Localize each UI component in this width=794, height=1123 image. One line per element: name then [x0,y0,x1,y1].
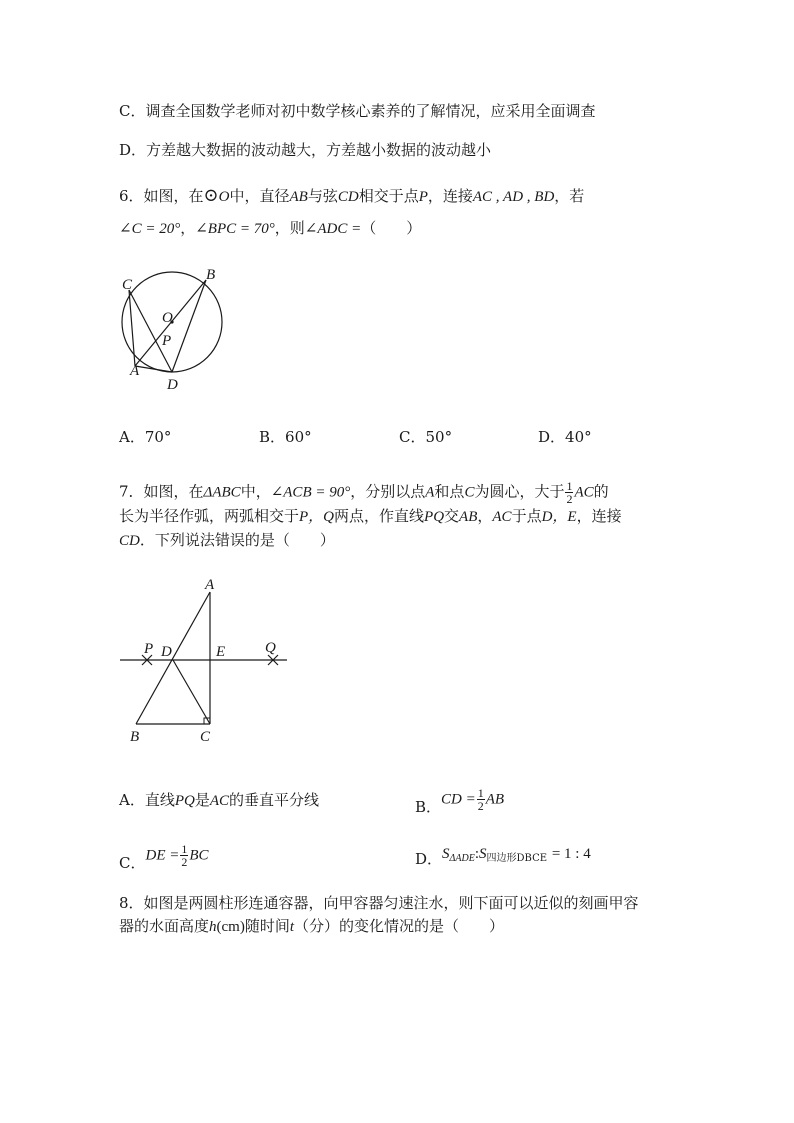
fraction-half: $\frac{1}{2}$ [566,479,573,506]
q7-label-p: P [144,641,154,657]
q6-option-d[interactable]: D．40° [538,428,592,446]
q7-label-e: E [216,644,226,660]
option-d-line: D．方差越大数据的波动越大，方差越小数据的波动越小 [119,141,492,159]
q7-label-c: C [200,729,211,745]
q6-seg-ac [129,290,135,366]
q6-option-a[interactable]: A．70° [119,428,172,446]
q7-line2: 长为半径作弧，两弧相交于P，Q两点，作直线PQ交AB，AC于点D，E，连接 [119,507,622,525]
q7-option-b[interactable]: B．CD = $\frac{1}{2}$ AB [415,786,505,816]
q7-figure [115,575,295,750]
q6-option-b[interactable]: B．60° [259,428,312,446]
q7-option-a[interactable]: A．直线PQ是AC的垂直平分线 [119,791,320,809]
q7-label-q: Q [265,640,276,656]
q6-label-c: C [122,277,133,293]
q6-figure [110,262,235,397]
q7-option-c[interactable]: C．DE = $\frac{1}{2}$ BC [119,842,209,872]
q6-seg-ad [135,366,172,372]
q7-line1: 7．如图，在ΔABC中，∠ACB = 90°，分别以点A和点C为圆心，大于 $\frac{1}{2}$ AC的 [119,479,609,506]
q6-line1: 6．如图，在⊙O中，直径AB与弦CD相交于点P，连接AC , AD , BD，若 [119,185,585,206]
q7-seg-cd [173,660,210,724]
q6-label-a: A [130,363,140,379]
q7-option-d[interactable]: D．$S_{\Delta ADE}:S_{四边形DBCE} = 1$ : 4 [415,846,591,868]
q6-chord-cd [129,290,172,372]
q6-seg-bd [172,280,206,372]
q6-label-o: O [162,310,173,326]
q7-line3: CD．下列说法错误的是（ ） [119,531,335,549]
q6-label-b: B [206,267,216,283]
q8-line2: 器的水面高度h(cm)随时间t（分）的变化情况的是（ ） [119,917,505,935]
q6-line2: ∠C = 20°，∠BPC = 70°，则∠ADC =（ ） [119,219,422,237]
q7-label-d: D [161,644,172,660]
circle-symbol: ⊙ [203,185,219,206]
q6-label-p: P [162,333,172,349]
q7-label-b: B [130,729,140,745]
q6-option-c[interactable]: C．50° [399,428,453,446]
q8-line1: 8．如图是两圆柱形连通容器，向甲容器匀速注水，则下面可以近似的刻画甲容 [119,894,639,912]
option-c-line: C．调查全国数学老师对初中数学核心素养的了解情况，应采用全面调查 [119,102,596,120]
q7-label-a: A [205,577,215,593]
q6-label-d: D [167,377,178,393]
